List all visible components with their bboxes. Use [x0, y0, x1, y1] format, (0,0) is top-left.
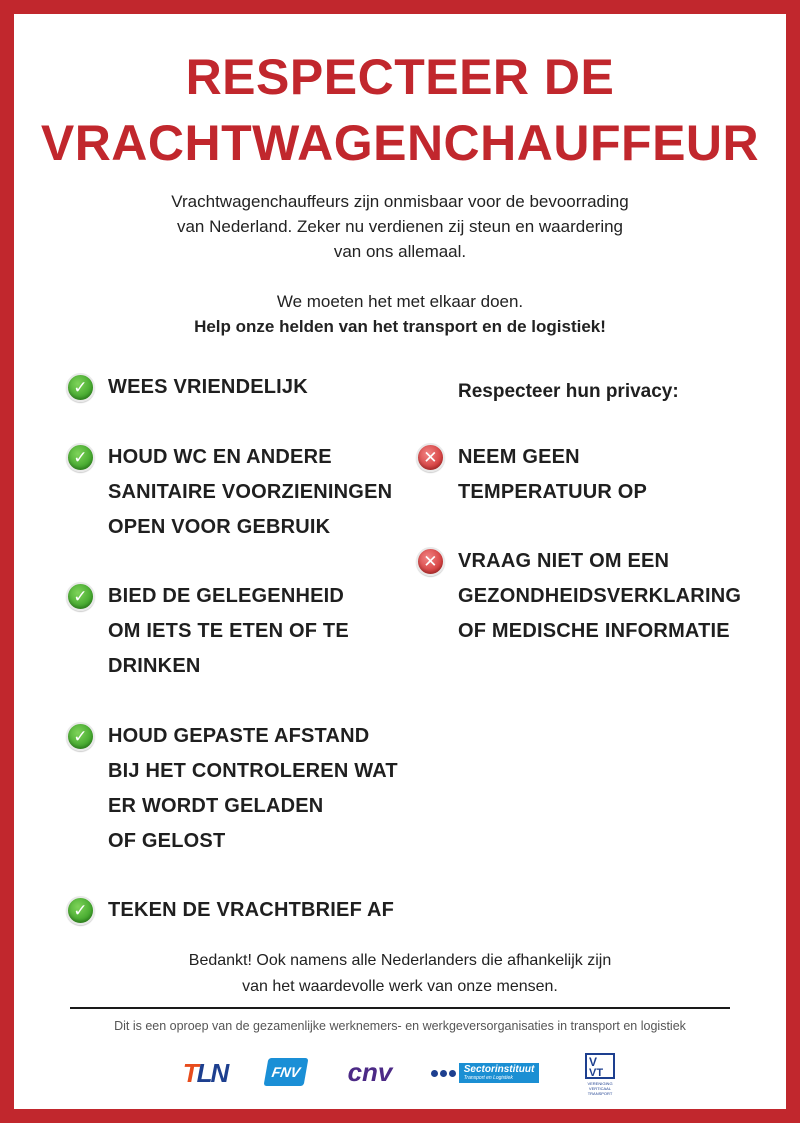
- divider: [70, 1007, 730, 1009]
- dont-item-text: NEEM GEEN: [458, 446, 580, 468]
- dont-item-text: GEZONDHEIDSVERKLARING: [458, 585, 742, 607]
- thanks-line: Bedankt! Ook namens alle Nederlanders die afhankelijk zijn: [188, 952, 612, 969]
- privacy-heading: Respecteer hun privacy:: [458, 381, 679, 402]
- do-item-text: ER WORDT GELADEN: [108, 795, 324, 817]
- do-item-text: DRINKEN: [108, 655, 201, 677]
- dont-item-text: VRAAG NIET OM EEN: [458, 550, 670, 572]
- cross-circle-icon: ✕: [416, 443, 445, 472]
- cnv-logo: cnv: [347, 1056, 393, 1087]
- do-item-text: TEKEN DE VRACHTBRIEF AF: [108, 899, 395, 921]
- tln-logo: T LN: [182, 1057, 228, 1088]
- footer-note: Dit is een oproep van de gezamenlijke werknemers- en werkgeversorganisaties in transport en logistiek: [114, 1019, 686, 1033]
- do-item-text: OPEN VOOR GEBRUIK: [108, 516, 331, 538]
- partner-logos: [14, 1048, 786, 1098]
- do-item-text: HOUD GEPASTE AFSTAND: [108, 725, 370, 747]
- dont-item-text: OF MEDISCHE INFORMATIE: [458, 620, 730, 642]
- do-item-text: OF GELOST: [108, 830, 226, 852]
- title-line-2: VRACHTWAGENCHAUFFEUR: [40, 115, 760, 171]
- check-circle-icon: ✓: [66, 722, 95, 751]
- fnv-logo: FNV: [264, 1058, 309, 1086]
- do-item-text: HOUD WC EN ANDERE: [108, 446, 332, 468]
- intro-line: van ons allemaal.: [333, 242, 467, 261]
- intro-line: Vrachtwagenchauffeurs zijn onmisbaar voor de bevoorrading: [171, 192, 629, 211]
- thanks-text: [14, 948, 786, 1000]
- check-circle-icon: ✓: [66, 443, 95, 472]
- cross-circle-icon: ✕: [416, 547, 445, 576]
- vvt-logo: V VT VERENIGING VERTICAAL TRANSPORT: [580, 1050, 620, 1098]
- do-item-text: WEES VRIENDELIJK: [108, 376, 308, 398]
- intro-line: We moeten het met elkaar doen.: [276, 292, 524, 311]
- poster: [14, 14, 786, 1109]
- check-circle-icon: ✓: [66, 582, 95, 611]
- do-item-text: OM IETS TE ETEN OF TE: [108, 620, 349, 642]
- title-line-1: RESPECTEER DE: [185, 49, 615, 105]
- intro-callout: Help onze helden van het transport en de logistiek!: [194, 317, 606, 336]
- do-item-text: SANITAIRE VOORZIENINGEN: [108, 481, 393, 503]
- dont-item-text: TEMPERATUUR OP: [458, 481, 648, 503]
- do-item-text: BIJ HET CONTROLEREN WAT: [108, 760, 398, 782]
- do-item-text: BIED DE GELEGENHEID: [108, 585, 345, 607]
- check-circle-icon: ✓: [66, 373, 95, 402]
- sectorinstituut-logo: Sectorinstituut Transport en Logistiek: [426, 1062, 544, 1084]
- check-circle-icon: ✓: [66, 896, 95, 925]
- intro-text: [14, 189, 786, 339]
- intro-line: van Nederland. Zeker nu verdienen zij steun en waardering: [176, 217, 624, 236]
- thanks-line: van het waardevolle werk van onze mensen.: [242, 978, 558, 995]
